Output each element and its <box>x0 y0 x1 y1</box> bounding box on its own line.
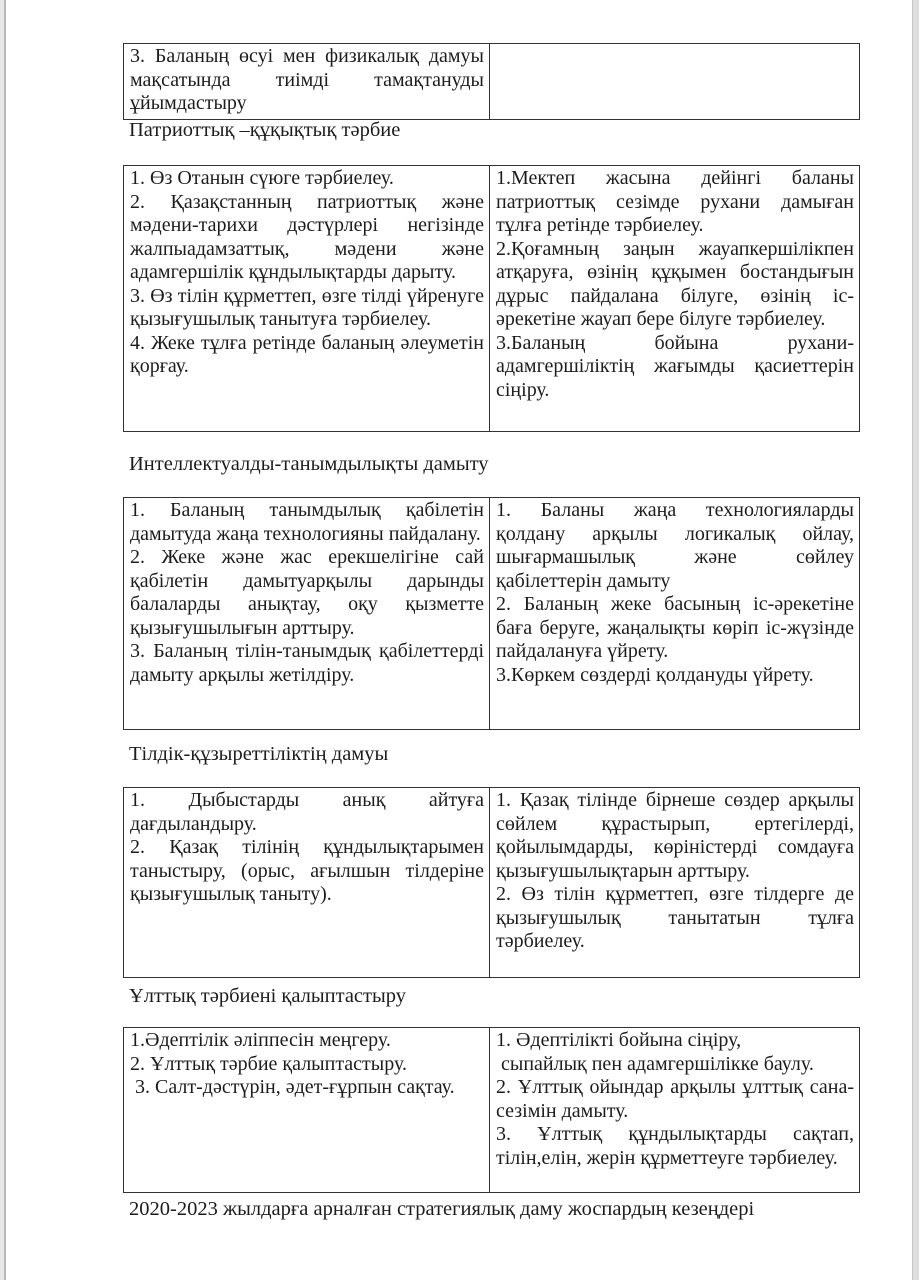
table-patriotic <box>123 165 860 432</box>
table-item: 3. Салт-дәстүрін, әдет-ғұрпын сақтау. <box>130 1076 455 1098</box>
table-nutrition-fragment <box>123 43 860 120</box>
table-item: 1. Қазақ тілінде бірнеше сөздер арқылы сөйлем құрастырып, ертегілерді, қойылымдарды, көріністерді сомдауға қызығушылықтарын арттыру. <box>496 789 859 882</box>
table-item: 2. Қазақ тілінің құндылықтарымен таныстыру, (орыс, ағылшын тілдеріне қызығушылық таныту). <box>130 836 489 905</box>
table-row <box>124 498 860 730</box>
table-item: 2. Ұлттық ойындар арқылы ұлттық сана-сезімін дамыту. <box>496 1076 854 1122</box>
table-item: 1.Мектеп жасына дейінгі баланы патриоттық сезімде рухани дамыған тұлға ретінде тәрбиелеу. <box>496 167 859 236</box>
table-cell-right <box>490 498 860 730</box>
section-heading-intellectual: Интеллектуалды-танымдылықты дамыту <box>129 453 489 475</box>
table-cell-left <box>124 788 490 978</box>
table-item: 3. Баланың тілін-танымдық қабілеттерді дамыту арқылы жетілдіру. <box>130 640 489 686</box>
table-item: 2.Қоғамның заңын жауапкершілікпен атқаруға, өзінің құқымен бостандығын дұрыс пайдалана білуге, өзінің іс-әрекетіне жауап бере білуге тәрбиелеу. <box>496 237 859 330</box>
table-national <box>123 1027 860 1193</box>
document-caption: 2020-2023 жылдарға арналған стратегиялық даму жоспардың кезеңдері <box>129 1198 755 1220</box>
table-cell-right <box>490 166 860 432</box>
table-cell-left <box>124 1028 490 1193</box>
table-row <box>124 1028 860 1193</box>
page-left-edge <box>0 0 6 1280</box>
table-cell-left <box>124 166 490 432</box>
table-row <box>124 788 860 978</box>
table-intellectual <box>123 497 860 730</box>
table-item: 1.Әдептілік әліппесін меңгеру. <box>130 1029 391 1051</box>
table-row <box>124 166 860 432</box>
table-item: 1. Баланы жаңа технологияларды қолдану арқылы логикалық ойлау, шығармашылық және сөйлеу қабілеттерін дамыту <box>496 499 859 592</box>
table-cell-left <box>124 498 490 730</box>
table-row <box>124 44 860 120</box>
page-right-edge <box>912 0 919 1280</box>
section-heading-language: Тілдік-құзыреттіліктің дамуы <box>129 743 389 765</box>
table-cell-right-empty <box>490 44 860 120</box>
table-language <box>123 787 860 978</box>
table-item: 2. Баланың жеке басының іс-әрекетіне баға беруге, жаңалықты көріп іс-жүзінде пайдалануға үйрету. <box>496 593 859 662</box>
table-item: сыпайлық пен адамгершілікке баулу. <box>496 1052 814 1075</box>
table-item: 2. Ұлттық тәрбие қалыптастыру. <box>130 1052 407 1075</box>
table-item: 1. Өз Отанын сүюге тәрбиелеу. <box>130 167 394 189</box>
table-item: 3.Баланың бойына рухани-адамгершіліктің жағымды қасиеттерін сіңіру. <box>496 331 859 401</box>
table-item: 4. Жеке тұлға ретінде баланың әлеуметін қорғау. <box>130 331 489 377</box>
table-item: 2. Жеке және жас ерекшелігіне сай қабілетін дамытуарқылы дарынды балаларды анықтау, оқу қызметте қызығушылығын арттыру. <box>130 546 489 639</box>
table-item: 3. Өз тілін құрметтеп, өзге тілді үйренуге қызығушылық танытуға тәрбиелеу. <box>130 284 489 330</box>
table-cell-right <box>490 1028 860 1193</box>
table-item: 3.Көркем сөздерді қолдануды үйрету. <box>496 663 814 686</box>
table-cell-left <box>124 44 490 120</box>
section-heading-national: Ұлттық тәрбиені қалыптастыру <box>129 985 406 1007</box>
table-item: 2. Өз тілін құрметтеп, өзге тілдерге де қызығушылық танытатын тұлға тәрбиелеу. <box>496 883 859 952</box>
section-heading-patriotic: Патриоттық –құқықтық тәрбие <box>129 119 401 141</box>
table-item: 2. Қазақстанның патриоттық және мәдени-тарихи дәстүрлері негізінде жалпыадамзаттық, мәдени және адамгершілік құндылықтарды дарыту. <box>130 190 489 283</box>
table-item: 1. Баланың танымдылық қабілетін дамытуда жаңа технологияны пайдалану. <box>130 499 489 545</box>
table-item: 1. Дыбыстарды анық айтуға дағдыландыру. <box>130 789 489 835</box>
table-item: 3. Ұлттық құндылықтарды сақтап, тілін,елін, жерін құрметтеуге тәрбиелеу. <box>496 1123 859 1169</box>
table-item: 3. Баланың өсуі мен физикалық дамуы мақсатында тиімді тамақтануды ұйымдастыру <box>130 45 489 114</box>
table-item: 1. Әдептілікті бойына сіңіру, <box>496 1029 742 1051</box>
table-cell-right <box>490 788 860 978</box>
